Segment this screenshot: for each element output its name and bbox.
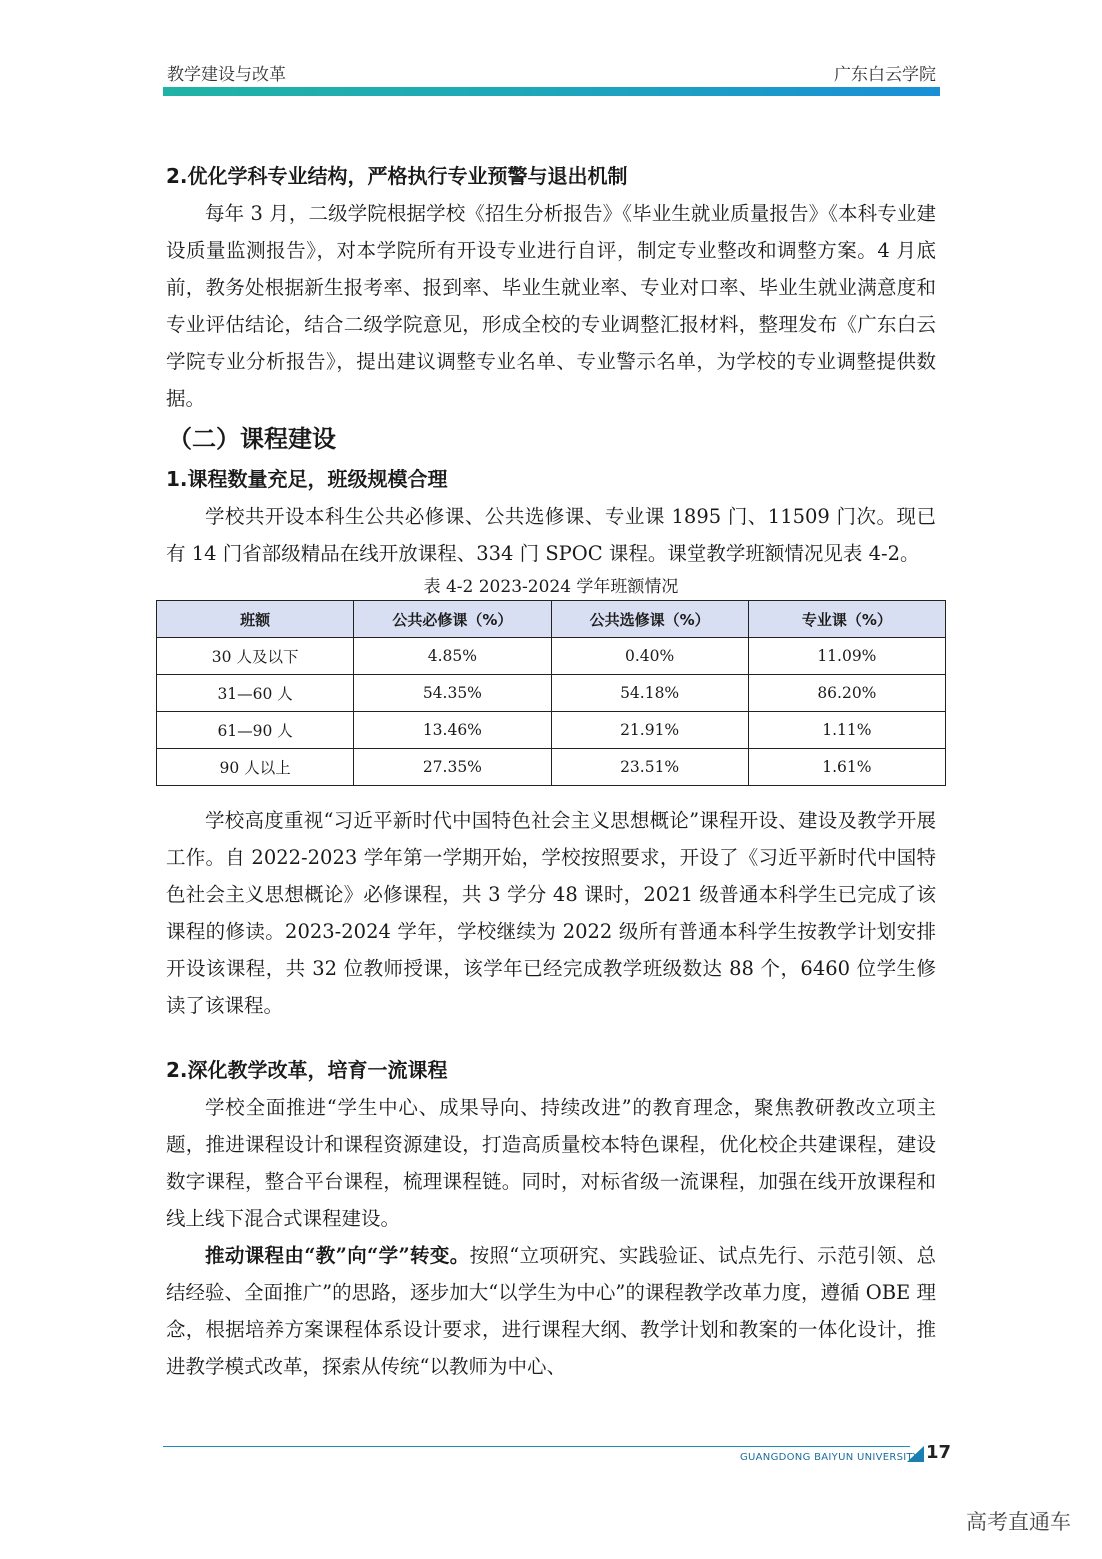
table-cell: 54.18% xyxy=(551,675,748,712)
header-gradient-bar xyxy=(163,87,940,96)
major-structure-paragraph: 每年 3 月，二级学院根据学校《招生分析报告》《毕业生就业质量报告》《本科专业建设质量监测报告》，对本学院所有开设专业进行自评，制定专业整改和调整方案。4 月底前，教务处根据新生报考率、报到率、毕业生就业率、专业对口率、毕业生就业满意度和专业评估结论，结合二级学院意见，形成全校的专业调整汇报材料，整理发布《广东白云学院专业分析报告》，提出建议调整专业名单、专业警示名单，为学校的专业调整提供数据。 xyxy=(166,202,936,410)
header-school-name: 广东白云学院 xyxy=(834,65,936,85)
table-cell: 11.09% xyxy=(748,638,945,675)
table-cell: 30 人及以下 xyxy=(157,638,354,675)
table-cell: 1.61% xyxy=(748,749,945,786)
table-row xyxy=(157,712,946,749)
table-cell: 31—60 人 xyxy=(157,675,354,712)
table-row xyxy=(157,675,946,712)
table-cell: 86.20% xyxy=(748,675,945,712)
major-structure-heading: 2.优化学科专业结构，严格执行专业预警与退出机制 xyxy=(166,164,628,188)
table-row xyxy=(157,638,946,675)
page-header xyxy=(163,58,940,98)
table-header-cell: 公共选修课（%） xyxy=(551,601,748,638)
table-cell: 4.85% xyxy=(354,638,551,675)
teaching-reform-paragraph: 学校全面推进“学生中心、成果导向、持续改进”的教育理念，聚焦教研教改立项主题，推进课程设计和课程资源建设，打造高质量校本特色课程，优化校企共建课程，建设数字课程，整合平台课程，梳理课程链。同时，对标省级一流课程，加强在线开放课程和线上线下混合式课程建设。 xyxy=(166,1096,936,1230)
course-shift-paragraph xyxy=(166,1237,936,1385)
table-cell: 61—90 人 xyxy=(157,712,354,749)
table-header-cell: 公共必修课（%） xyxy=(354,601,551,638)
header-section-title: 教学建设与改革 xyxy=(167,65,286,85)
page-content xyxy=(166,158,936,1385)
course-shift-lead: 推动课程由“教”向“学”转变。 xyxy=(205,1244,470,1267)
footer-university-name: GUANGDONG BAIYUN UNIVERSITY xyxy=(740,1452,920,1463)
teaching-reform-heading: 2.深化教学改革，培育一流课程 xyxy=(166,1058,448,1082)
table-cell: 21.91% xyxy=(551,712,748,749)
footer-divider xyxy=(163,1446,910,1447)
table-cell: 0.40% xyxy=(551,638,748,675)
footer-triangle-icon xyxy=(907,1446,924,1462)
table-caption: 表 4-2 2023-2024 学年班额情况 xyxy=(423,577,679,597)
table-header-row xyxy=(157,601,946,638)
course-shift-body: 按照“立项研究、实践验证、试点先行、示范引领、总结经验、全面推广”的思路，逐步加大“以学生为中心”的课程教学改革力度，遵循 OBE 理念，根据培养方案课程体系设计要求，进行课程大纲、教学计划和教案的一体化设计，推进教学模式改革，探索从传统“以教师为中心、 xyxy=(166,1244,936,1378)
table-cell: 13.46% xyxy=(354,712,551,749)
table-cell: 1.11% xyxy=(748,712,945,749)
table-header-cell: 专业课（%） xyxy=(748,601,945,638)
table-cell: 90 人以上 xyxy=(157,749,354,786)
table-row xyxy=(157,749,946,786)
table-cell: 27.35% xyxy=(354,749,551,786)
ideology-course-paragraph: 学校高度重视“习近平新时代中国特色社会主义思想概论”课程开设、建设及教学开展工作。自 2022-2023 学年第一学期开始，学校按照要求，开设了《习近平新时代中国特色社会主义思想概论》必修课程，共 3 学分 48 课时，2021 级普通本科学生已完成了该课程的修读。2023-2024 学年，学校继续为 2022 级所有普通本科学生按教学计划安排开设该课程，共 32 位教师授课，该学年已经完成教学班级数达 88 个，6460 位学生修读了该课程。 xyxy=(166,809,936,1017)
course-quantity-heading: 1.课程数量充足，班级规模合理 xyxy=(166,467,448,491)
course-construction-title: （二）课程建设 xyxy=(168,425,336,453)
table-cell: 54.35% xyxy=(354,675,551,712)
table-cell: 23.51% xyxy=(551,749,748,786)
table-header-cell: 班额 xyxy=(157,601,354,638)
class-size-table xyxy=(156,600,946,786)
page-number: 17 xyxy=(926,1442,952,1463)
course-quantity-paragraph: 学校共开设本科生公共必修课、公共选修课、专业课 1895 门、11509 门次。现已有 14 门省部级精品在线开放课程、334 门 SPOC 课程。课堂教学班额情况见表 4-2。 xyxy=(166,505,936,565)
watermark-text: 高考直通车 xyxy=(966,1510,1071,1534)
